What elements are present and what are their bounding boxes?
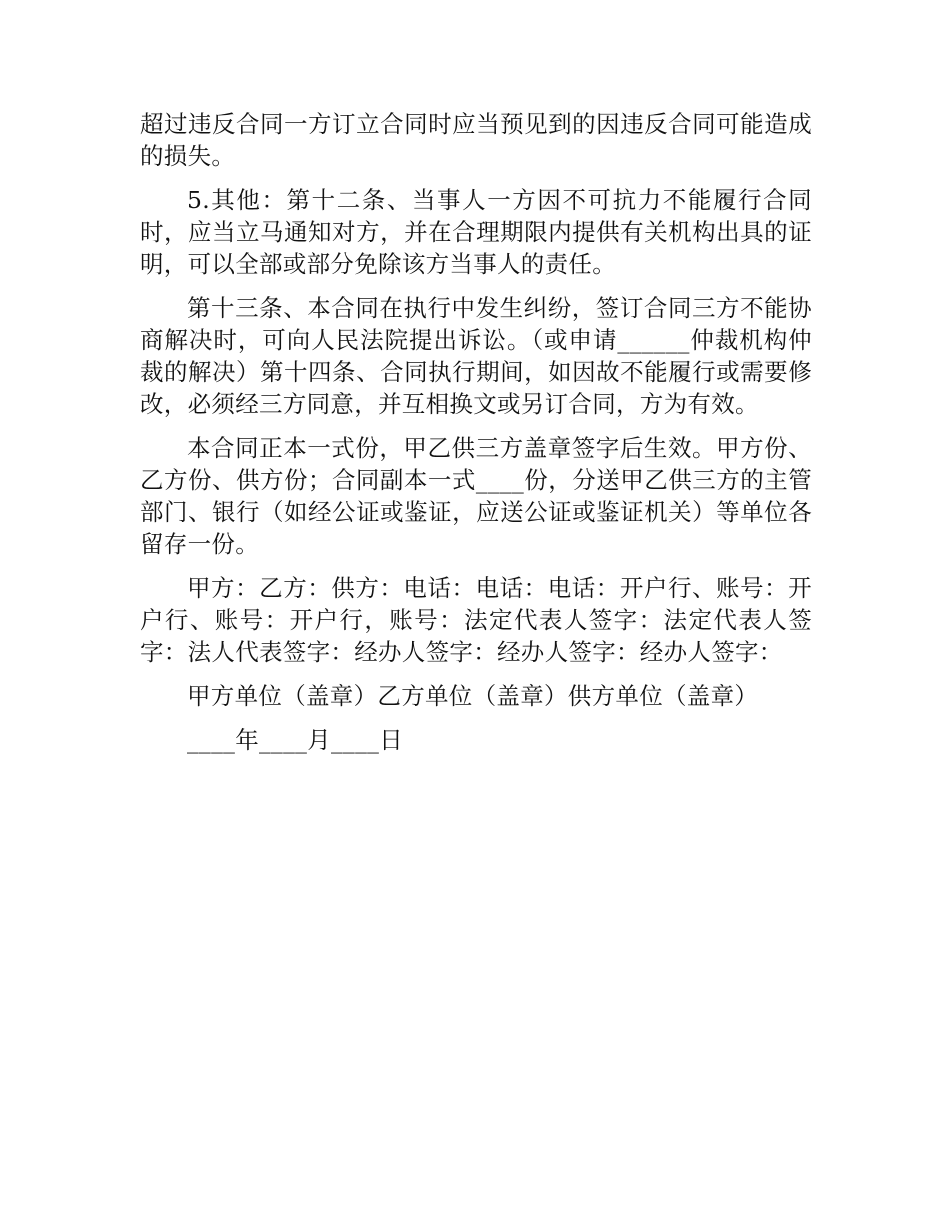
- paragraph-date-line: ____年____月____日: [187, 726, 403, 754]
- paragraph-party-info: 甲方：乙方：供方：电话：电话：电话：开户行、账号：开户行、账号：开户行，账号：法定代表人签字：法定代表人签字：法人代表签字：经办人签字：经办人签字：经办人签字：: [140, 574, 812, 666]
- paragraph-seal-line: 甲方单位（盖章）乙方单位（盖章）供方单位（盖章）: [187, 682, 759, 710]
- paragraph-loss-liability: 超过违反合同一方订立合同时应当预见到的因违反合同可能造成的损失。: [140, 110, 812, 170]
- paragraph-contract-copies: 本合同正本一式份，甲乙供三方盖章签字后生效。甲方份、乙方份、供方份；合同副本一式____份，分送甲乙供三方的主管部门、银行（如经公证或鉴证，应送公证或鉴证机关）等单位各留存一份。: [140, 434, 812, 558]
- document-body: [140, 108, 812, 768]
- paragraph-dispute-resolution: 第十三条、本合同在执行中发生纠纷，签订合同三方不能协商解决时，可向人民法院提出诉讼。（或申请______仲裁机构仲裁的解决）第十四条、合同执行期间，如因故不能履行或需要修改，必须经三方同意，并互相换文或另订合同，方为有效。: [140, 294, 812, 418]
- paragraph-force-majeure: 5.其他：第十二条、当事人一方因不可抗力不能履行合同时，应当立马通知对方，并在合理期限内提供有关机构出具的证明，可以全部或部分免除该方当事人的责任。: [140, 186, 812, 278]
